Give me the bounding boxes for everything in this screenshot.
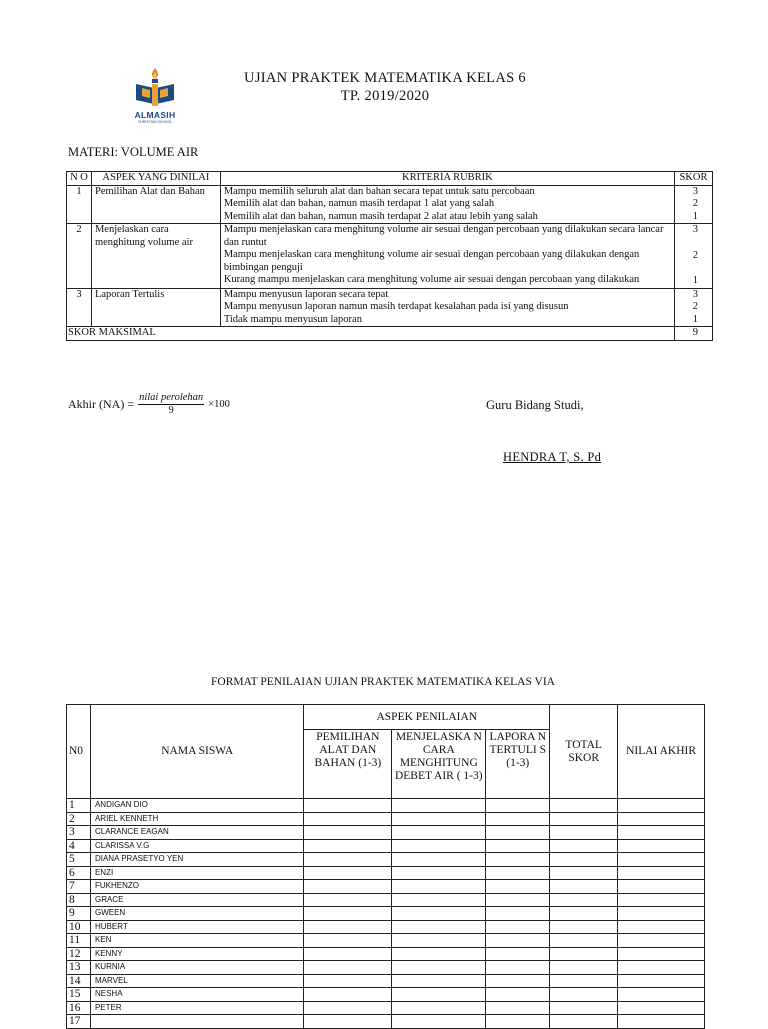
- table-row: [67, 853, 705, 867]
- rubric-kriteria: [220, 288, 674, 327]
- student-no: 2: [67, 812, 91, 826]
- rubric-header-skor: SKOR: [674, 172, 712, 186]
- total-score-cell: [550, 1015, 618, 1029]
- student-name: GRACE: [90, 893, 303, 907]
- student-no: 1: [67, 799, 91, 813]
- formula-numerator: nilai perolehan: [139, 392, 204, 403]
- rubric-score: 2: [692, 198, 698, 209]
- score-laporan-cell: [486, 853, 550, 867]
- total-score-cell: [550, 974, 618, 988]
- rubric-criterion: Kurang mampu menjelaskan cara menghitung volume air sesuai dengan percobaan yang dilakukan: [223, 274, 640, 285]
- score-laporan-cell: [486, 893, 550, 907]
- table-row: [67, 934, 705, 948]
- logo-subtitle: CHRISTIAN SCHOOL: [137, 120, 173, 124]
- student-name: GWEEN: [90, 907, 303, 921]
- score-pemilihan-cell: [304, 934, 392, 948]
- rubric-kriteria: [220, 185, 674, 224]
- student-no: 11: [67, 934, 91, 948]
- grades-header-menjelaskan: MENJELASKA N CARA MENGHITUNG DEBET AIR ( 1-3): [392, 730, 486, 799]
- student-name: ARIEL KENNETH: [90, 812, 303, 826]
- score-laporan-cell: [486, 920, 550, 934]
- grades-header-laporan: LAPORA N TERTULI S (1-3): [486, 730, 550, 799]
- table-row: [67, 812, 705, 826]
- materi-label: MATERI: VOLUME AIR: [68, 145, 199, 159]
- final-score-cell: [618, 866, 705, 880]
- student-name: KEN: [90, 934, 303, 948]
- rubric-aspek: Pemilihan Alat dan Bahan: [91, 185, 220, 224]
- score-menjelaskan-cell: [392, 839, 486, 853]
- rubric-score: 1: [692, 210, 698, 222]
- total-score-cell: [550, 920, 618, 934]
- score-laporan-cell: [486, 907, 550, 921]
- score-pemilihan-cell: [304, 839, 392, 853]
- rubric-no: 1: [67, 185, 92, 224]
- total-score-cell: [550, 880, 618, 894]
- student-name: DIANA PRASETYO YEN: [90, 853, 303, 867]
- formula-label: Akhir (NA) =: [68, 397, 135, 411]
- student-no: 17: [67, 1015, 91, 1029]
- score-laporan-cell: [486, 988, 550, 1002]
- rubric-criterion: Mampu menjelaskan cara menghitung volume air sesuai dengan percobaan yang dilakukan dengan bimbingan penguji: [223, 249, 640, 273]
- score-menjelaskan-cell: [392, 1015, 486, 1029]
- rubric-aspek: Menjelaskan cara menghitung volume air: [91, 224, 220, 289]
- table-row: [67, 880, 705, 894]
- final-score-cell: [618, 947, 705, 961]
- rubric-criterion: Mampu memilih seluruh alat dan bahan secara tepat untuk satu percobaan: [223, 185, 535, 197]
- score-pemilihan-cell: [304, 974, 392, 988]
- student-name: MARVEL: [90, 974, 303, 988]
- student-no: 15: [67, 988, 91, 1002]
- score-pemilihan-cell: [304, 826, 392, 840]
- rubric-row: [67, 224, 713, 289]
- total-score-cell: [550, 893, 618, 907]
- table-row: [67, 893, 705, 907]
- rubric-score: 1: [692, 313, 698, 325]
- final-score-cell: [618, 934, 705, 948]
- student-name: NESHA: [90, 988, 303, 1002]
- score-menjelaskan-cell: [392, 988, 486, 1002]
- final-score-cell: [618, 812, 705, 826]
- final-score-cell: [618, 839, 705, 853]
- score-pemilihan-cell: [304, 799, 392, 813]
- table-row: [67, 947, 705, 961]
- total-score-cell: [550, 812, 618, 826]
- rubric-score: 3: [692, 224, 698, 235]
- final-score-cell: [618, 1001, 705, 1015]
- student-no: 7: [67, 880, 91, 894]
- score-pemilihan-cell: [304, 893, 392, 907]
- rubric-skor: [674, 224, 712, 289]
- student-name: ANDIGAN DIO: [90, 799, 303, 813]
- formula-fraction: [138, 392, 204, 417]
- student-no: 3: [67, 826, 91, 840]
- score-laporan-cell: [486, 880, 550, 894]
- total-score-cell: [550, 839, 618, 853]
- student-no: 14: [67, 974, 91, 988]
- score-menjelaskan-cell: [392, 826, 486, 840]
- student-name: HUBERT: [90, 920, 303, 934]
- rubric-row: [67, 288, 713, 327]
- rubric-total-row: [67, 327, 713, 341]
- score-menjelaskan-cell: [392, 799, 486, 813]
- student-no: 12: [67, 947, 91, 961]
- student-no: 9: [67, 907, 91, 921]
- total-score-cell: [550, 947, 618, 961]
- score-menjelaskan-cell: [392, 947, 486, 961]
- score-pemilihan-cell: [304, 853, 392, 867]
- score-pemilihan-cell: [304, 1001, 392, 1015]
- grades-header-row: [67, 705, 705, 730]
- score-menjelaskan-cell: [392, 934, 486, 948]
- rubric-no: 3: [67, 288, 92, 327]
- table-row: [67, 1001, 705, 1015]
- rubric-header-kriteria: KRITERIA RUBRIK: [220, 172, 674, 186]
- total-score-cell: [550, 826, 618, 840]
- table-row: [67, 907, 705, 921]
- rubric-header-no: N O: [67, 172, 92, 186]
- final-score-cell: [618, 799, 705, 813]
- total-score-cell: [550, 1001, 618, 1015]
- rubric-score: 2: [692, 249, 698, 261]
- student-no: 13: [67, 961, 91, 975]
- final-score-cell: [618, 853, 705, 867]
- total-score-cell: [550, 961, 618, 975]
- student-no: 16: [67, 1001, 91, 1015]
- total-score-cell: [550, 907, 618, 921]
- document-title: UJIAN PRAKTEK MATEMATIKA KELAS 6: [244, 70, 526, 86]
- score-pemilihan-cell: [304, 907, 392, 921]
- student-no: 8: [67, 893, 91, 907]
- formula-denominator: 9: [168, 405, 174, 416]
- student-name: [90, 1015, 303, 1029]
- rubric-criterion: Tidak mampu menyusun laporan: [223, 313, 362, 325]
- student-name: PETER: [90, 1001, 303, 1015]
- score-laporan-cell: [486, 866, 550, 880]
- rubric-criterion: Mampu menyusun laporan namun masih terdapat kesalahan pada isi yang disusun: [223, 301, 569, 312]
- final-score-cell: [618, 893, 705, 907]
- final-score-cell: [618, 920, 705, 934]
- formula-multiplier: ×100: [208, 399, 230, 410]
- score-pemilihan-cell: [304, 866, 392, 880]
- score-pemilihan-cell: [304, 880, 392, 894]
- rubric-aspek: Laporan Tertulis: [91, 288, 220, 327]
- total-score-cell: [550, 988, 618, 1002]
- student-name: CLARISSA V.G: [90, 839, 303, 853]
- student-no: 6: [67, 866, 91, 880]
- student-name: CLARANCE EAGAN: [90, 826, 303, 840]
- student-rows: [67, 799, 705, 1029]
- score-menjelaskan-cell: [392, 961, 486, 975]
- rubric-skor: [674, 288, 712, 327]
- score-menjelaskan-cell: [392, 880, 486, 894]
- rubric-no: 2: [67, 224, 92, 289]
- score-laporan-cell: [486, 961, 550, 975]
- total-score-cell: [550, 866, 618, 880]
- final-score-cell: [618, 880, 705, 894]
- table-row: [67, 1015, 705, 1029]
- student-no: 5: [67, 853, 91, 867]
- final-score-cell: [618, 988, 705, 1002]
- score-laporan-cell: [486, 839, 550, 853]
- student-no: 10: [67, 920, 91, 934]
- rubric-score: 1: [692, 275, 698, 286]
- rubric-score: 3: [692, 185, 698, 197]
- grades-table: [66, 704, 705, 1029]
- grades-header-pemilihan: PEMILIHAN ALAT DAN BAHAN (1-3): [304, 730, 392, 799]
- signature-name: HENDRA T, S. Pd: [503, 450, 602, 464]
- score-laporan-cell: [486, 826, 550, 840]
- student-name: KURNIA: [90, 961, 303, 975]
- student-name: FUKHENZO: [90, 880, 303, 894]
- table-row: [67, 826, 705, 840]
- grades-title: FORMAT PENILAIAN UJIAN PRAKTEK MATEMATIKA KELAS VIA: [211, 676, 555, 688]
- score-laporan-cell: [486, 1015, 550, 1029]
- rubric-row: [67, 185, 713, 224]
- score-menjelaskan-cell: [392, 920, 486, 934]
- rubric-criterion: Mampu menyusun laporan secara tepat: [223, 288, 389, 300]
- score-menjelaskan-cell: [392, 907, 486, 921]
- score-laporan-cell: [486, 799, 550, 813]
- skor-maksimal-label: SKOR MAKSIMAL: [67, 327, 675, 341]
- table-row: [67, 839, 705, 853]
- score-menjelaskan-cell: [392, 1001, 486, 1015]
- final-score-cell: [618, 1015, 705, 1029]
- score-menjelaskan-cell: [392, 974, 486, 988]
- table-row: [67, 988, 705, 1002]
- score-laporan-cell: [486, 812, 550, 826]
- table-row: [67, 866, 705, 880]
- score-pemilihan-cell: [304, 961, 392, 975]
- rubric-header-aspek: ASPEK YANG DINILAI: [91, 172, 220, 186]
- total-score-cell: [550, 799, 618, 813]
- table-row: [67, 799, 705, 813]
- rubric-kriteria: [220, 224, 674, 289]
- score-laporan-cell: [486, 934, 550, 948]
- student-name: KENNY: [90, 947, 303, 961]
- final-score-formula: [68, 392, 230, 417]
- signature-role: Guru Bidang Studi,: [486, 398, 584, 412]
- grades-header-nama: NAMA SISWA: [90, 705, 303, 799]
- score-pemilihan-cell: [304, 988, 392, 1002]
- final-score-cell: [618, 907, 705, 921]
- table-row: [67, 961, 705, 975]
- score-laporan-cell: [486, 1001, 550, 1015]
- rubric-criterion: Memilih alat dan bahan, namun masih terdapat 1 alat yang salah: [223, 198, 495, 209]
- score-menjelaskan-cell: [392, 866, 486, 880]
- score-menjelaskan-cell: [392, 853, 486, 867]
- school-year: TP. 2019/2020: [340, 88, 430, 104]
- total-score-cell: [550, 853, 618, 867]
- score-laporan-cell: [486, 947, 550, 961]
- table-row: [67, 974, 705, 988]
- rubric-table: [66, 171, 713, 341]
- score-pemilihan-cell: [304, 1015, 392, 1029]
- score-menjelaskan-cell: [392, 893, 486, 907]
- score-pemilihan-cell: [304, 812, 392, 826]
- score-pemilihan-cell: [304, 947, 392, 961]
- grades-header-akhir: NILAI AKHIR: [618, 705, 705, 799]
- rubric-criterion: Memilih alat dan bahan, namun masih terdapat 2 alat atau lebih yang salah: [223, 210, 538, 222]
- rubric-score: 2: [692, 301, 698, 312]
- skor-maksimal-value: 9: [674, 327, 712, 341]
- total-score-cell: [550, 934, 618, 948]
- grades-header-total: TOTAL SKOR: [550, 705, 618, 799]
- student-no: 4: [67, 839, 91, 853]
- grades-header-aspek: ASPEK PENILAIAN: [304, 705, 550, 730]
- rubric-score: 3: [692, 288, 698, 300]
- final-score-cell: [618, 961, 705, 975]
- final-score-cell: [618, 974, 705, 988]
- student-name: ENZI: [90, 866, 303, 880]
- score-laporan-cell: [486, 974, 550, 988]
- final-score-cell: [618, 826, 705, 840]
- score-pemilihan-cell: [304, 920, 392, 934]
- table-row: [67, 920, 705, 934]
- rubric-header-row: [67, 172, 713, 186]
- rubric-criterion: Mampu menjelaskan cara menghitung volume air sesuai dengan percobaan yang dilakukan secara lancar dan runtut: [223, 224, 664, 248]
- logo-name: ALMASIH: [134, 110, 176, 120]
- grades-header-no: N0: [67, 705, 91, 799]
- rubric-skor: [674, 185, 712, 224]
- score-menjelaskan-cell: [392, 812, 486, 826]
